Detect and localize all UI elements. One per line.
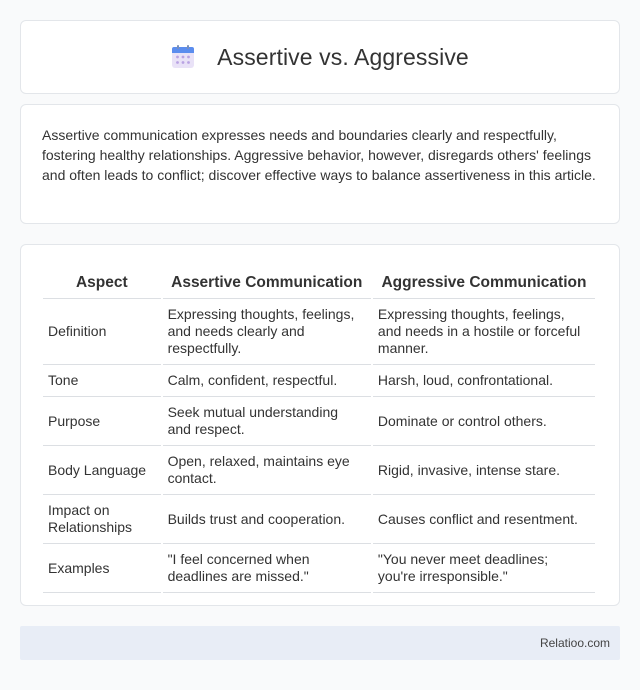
cell-aggressive: Rigid, invasive, intense stare. [373,446,595,495]
title-card [20,20,620,94]
comparison-table [41,265,597,593]
cell-assertive: "I feel concerned when deadlines are missed." [163,544,371,593]
cell-assertive: Builds trust and cooperation. [163,495,371,544]
header-aggressive: Aggressive Communication [373,265,595,299]
header-aspect: Aspect [43,265,161,299]
intro-text: Assertive communication expresses needs and boundaries clearly and respectfully, fostering healthy relationships. Aggressive behavior, however, disregards others' feelings and often leads to conflict; discover effective ways to balance assertiveness in this article. [42,127,596,183]
table-row [43,544,595,593]
cell-aspect: Examples [43,544,161,593]
page-title: Assertive vs. Aggressive [217,43,469,70]
table-row [43,299,595,365]
title-wrap [171,44,469,71]
cell-aggressive: Expressing thoughts, feelings, and needs in a hostile or forceful manner. [373,299,595,365]
calendar-icon [171,45,195,69]
cell-aggressive: Harsh, loud, confrontational. [373,365,595,397]
table-row [43,495,595,544]
cell-aspect: Definition [43,299,161,365]
cell-assertive: Open, relaxed, maintains eye contact. [163,446,371,495]
table-card [20,244,620,606]
footer-site-name: Relatioo.com [539,636,610,650]
cell-aspect: Tone [43,365,161,397]
cell-aspect: Purpose [43,397,161,446]
cell-aggressive: "You never meet deadlines; you're irresponsible." [373,544,595,593]
intro-card [20,104,620,224]
header-assertive: Assertive Communication [163,265,371,299]
cell-aspect: Body Language [43,446,161,495]
cell-assertive: Calm, confident, respectful. [163,365,371,397]
table-row [43,397,595,446]
table-row [43,365,595,397]
cell-assertive: Seek mutual understanding and respect. [163,397,371,446]
footer [20,626,620,660]
table-row [43,446,595,495]
cell-aspect: Impact on Relationships [43,495,161,544]
cell-aggressive: Dominate or control others. [373,397,595,446]
table-header-row [43,265,595,299]
cell-assertive: Expressing thoughts, feelings, and needs clearly and respectfully. [163,299,371,365]
cell-aggressive: Causes conflict and resentment. [373,495,595,544]
